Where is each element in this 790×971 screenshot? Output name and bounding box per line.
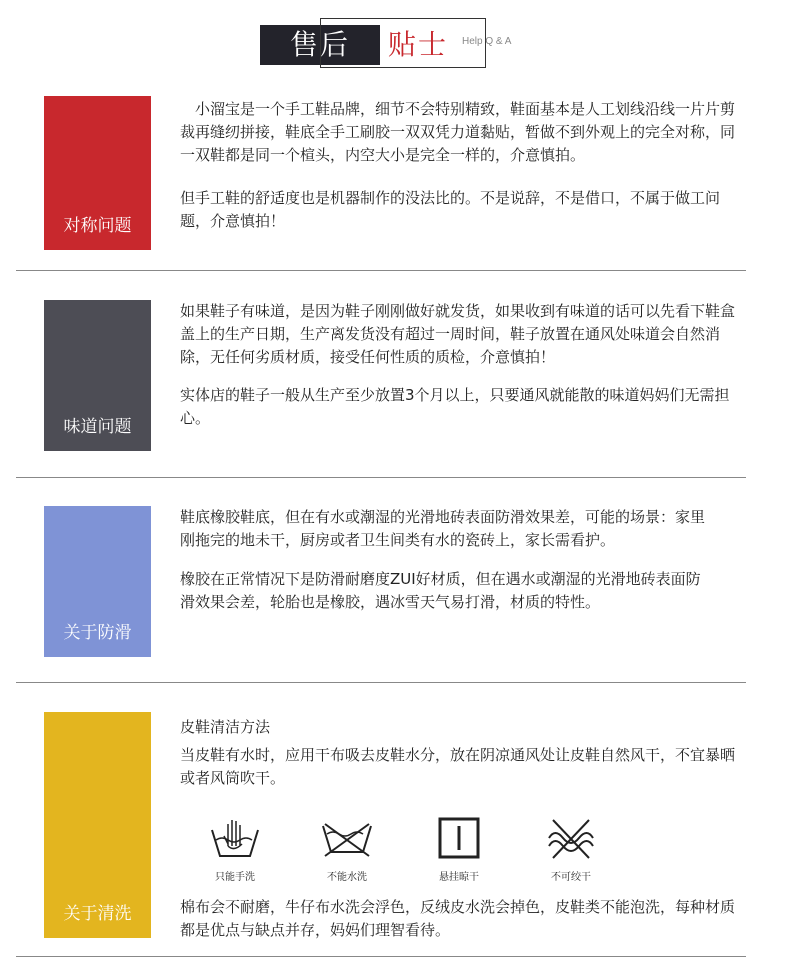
section-divider: [16, 956, 746, 957]
section-label: 关于清洗: [63, 904, 132, 924]
paragraph: 橡胶在正常情况下是防滑耐磨度ZUI好材质，但在遇水或潮湿的光滑地砖表面防滑效果会差，轮胎也是橡胶，遇冰雪天气易打滑，材质的特性。: [180, 570, 701, 611]
paragraph: 小溜宝是一个手工鞋品牌，细节不会特别精致，鞋面基本是人工划线沿线一片片剪裁再缝纫拼接，鞋底全手工刷胶一双双凭力道黏贴，暂做不到外观上的完全对称，同一双鞋都是同一个楦头，内空大小是完全一样的，介意慎拍。: [180, 100, 736, 164]
no-machine-wash-icon: [319, 816, 375, 862]
header-subtitle: Help Q & A: [462, 36, 512, 47]
page-header: [0, 0, 790, 80]
care-icon-label: 不能水洗: [327, 872, 367, 883]
section-block-antislip: [44, 506, 151, 657]
section-label: 关于防滑: [63, 623, 132, 643]
care-icon-label: 不可绞干: [551, 872, 591, 883]
paragraph: 如果鞋子有味道，是因为鞋子刚刚做好就发货，如果收到有味道的话可以先看下鞋盒盖上的生产日期，生产离发货没有超过一周时间，鞋子放置在通风处味道会自然消除，无任何劣质材质，接受任何性质的质检，介意慎拍！: [180, 302, 736, 366]
care-icon-item: [404, 816, 514, 883]
paragraph: 实体店的鞋子一般从生产至少放置3个月以上，只要通风就能散的味道妈妈们无需担心。: [180, 386, 730, 427]
paragraph: 但手工鞋的舒适度也是机器制作的没法比的。不是说辞，不是借口，不属于做工问题，介意慎拍！: [180, 189, 721, 230]
header-title-dark: 售后: [260, 25, 380, 65]
care-icons: [200, 816, 640, 890]
care-icon-item: [292, 816, 402, 883]
section-block-cleaning: [44, 712, 151, 938]
section-text-smell: [180, 300, 746, 430]
section-text-antislip: [180, 506, 710, 614]
section-divider: [16, 477, 746, 478]
header-title-red: 贴士: [388, 28, 449, 61]
section-divider: [16, 270, 746, 271]
hand-wash-icon: [208, 816, 262, 862]
care-icon-label: 只能手洗: [215, 872, 255, 883]
paragraph: 当皮鞋有水时，应用干布吸去皮鞋水分，放在阴凉通风处让皮鞋自然风干，不宜暴晒或者风筒吹干。: [180, 746, 736, 787]
section-label: 对称问题: [63, 216, 132, 236]
no-wring-icon: [545, 816, 597, 862]
care-icon-item: [180, 816, 290, 883]
section-label: 味道问题: [63, 417, 132, 437]
section-text-cleaning: [180, 716, 746, 790]
cleaning-title: 皮鞋清洁方法: [180, 718, 271, 736]
paragraph: 棉布会不耐磨，牛仔布水洗会浮色，反绒皮水洗会掉色，皮鞋类不能泡洗，每种材质都是优点与缺点并存，妈妈们理智看待。: [180, 898, 736, 939]
paragraph: 鞋底橡胶鞋底，但在有水或潮湿的光滑地砖表面防滑效果差，可能的场景：家里刚拖完的地未干，厨房或者卫生间类有水的瓷砖上，家长需看护。: [180, 508, 706, 549]
section-text-symmetry: [180, 98, 746, 233]
section-text-cleaning-outro: [180, 896, 746, 942]
care-icon-item: [516, 816, 626, 883]
section-block-symmetry: [44, 96, 151, 250]
section-block-smell: [44, 300, 151, 451]
care-icon-label: 悬挂晾干: [439, 872, 479, 883]
section-divider: [16, 682, 746, 683]
hang-dry-icon: [437, 816, 481, 862]
